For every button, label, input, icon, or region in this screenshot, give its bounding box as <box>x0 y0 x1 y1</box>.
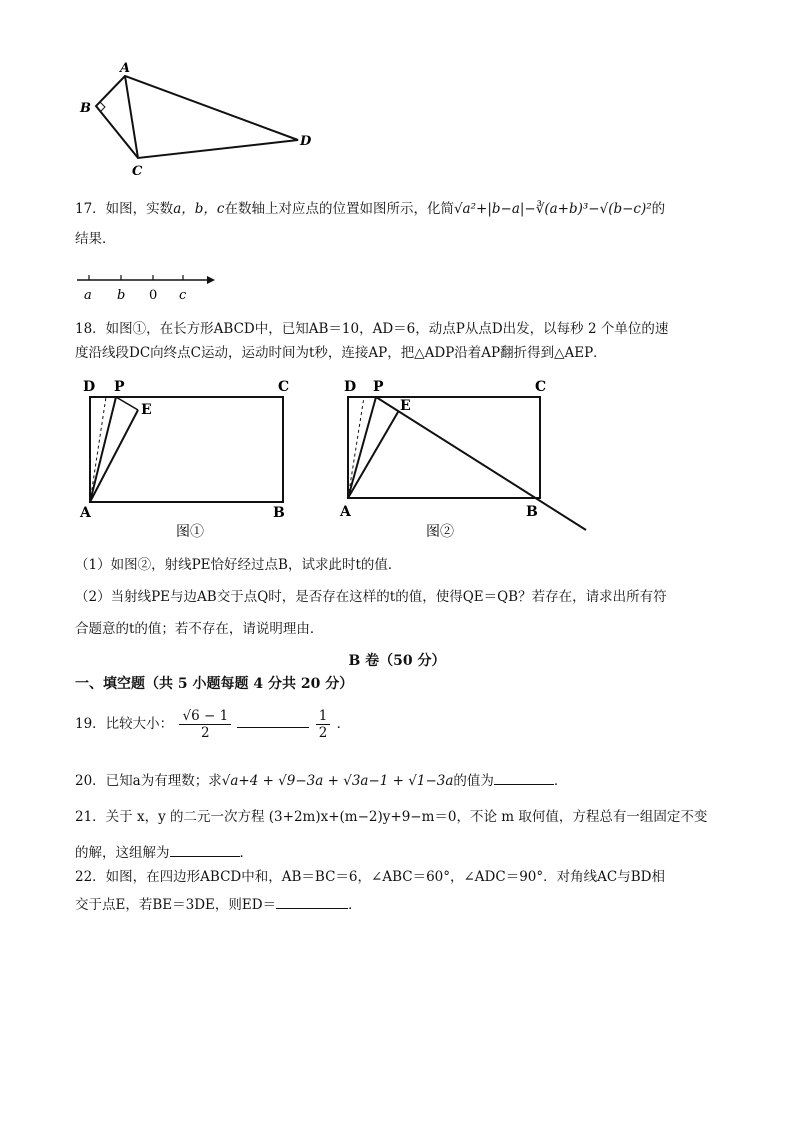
question-18-part2-line1: （2）当射线PE与边AB交于点Q时，是否存在这样的t的值，使得QE＝QB？若存在，请求出所有符 <box>75 589 667 605</box>
fig2-label-P: P <box>373 379 384 395</box>
label-D: D <box>300 134 312 149</box>
q19-answer-blank[interactable] <box>237 713 309 728</box>
q19-fraction-right <box>316 708 331 741</box>
question-21-line2 <box>75 842 253 862</box>
q22-end: ． <box>348 897 362 913</box>
label-A: A <box>120 61 131 76</box>
q17-tail: 的 <box>651 201 666 217</box>
number-line-label-c: c <box>179 288 187 303</box>
fig2-label-E: E <box>400 398 411 414</box>
q17-mid: 在数轴上对应点的位置如图所示，化简 <box>224 201 454 217</box>
number-line-label-0: 0 <box>149 288 158 303</box>
question-17-line2: 结果． <box>75 231 116 247</box>
rectangle-figure-2 <box>338 372 598 547</box>
q19-frac1-denominator: 2 <box>201 725 210 741</box>
q19-fraction-left <box>179 708 231 741</box>
q19-end: ． <box>336 716 351 732</box>
q17-vars: a，b，c <box>173 201 225 217</box>
question-18-line2: 度沿线段DC向终点C运动，运动时间为t秒，连接AP，把△ADP沿着AP翻折得到△AEP． <box>75 345 607 361</box>
question-19 <box>75 706 350 742</box>
fig1-label-A: A <box>80 505 91 521</box>
quadrilateral-abcd-figure <box>70 58 330 183</box>
q19-frac2-numerator: 1 <box>316 708 331 725</box>
q19-prefix: 19．比较大小： <box>75 716 174 732</box>
fig2-label-B: B <box>526 504 538 520</box>
number-line-label-b: b <box>117 288 126 303</box>
label-C: C <box>132 164 143 179</box>
q20-answer-blank[interactable] <box>494 770 554 785</box>
number-line-label-a: a <box>84 288 92 303</box>
fig2-label-D: D <box>344 379 357 395</box>
q17-expression: √a²+|b−a|−∛(a+b)³−√(b−c)² <box>453 201 652 217</box>
question-20 <box>75 770 567 790</box>
fig1-label-C: C <box>278 379 290 395</box>
part-b-title: B 卷（50 分） <box>348 653 446 669</box>
q19-frac2-denominator: 2 <box>318 725 328 741</box>
question-17-line1 <box>75 200 665 218</box>
fig2-label-A: A <box>340 504 351 520</box>
q22-line2-prefix: 交于点E，若BE＝3DE，则ED＝ <box>75 897 277 913</box>
q21-answer-blank[interactable] <box>170 842 240 857</box>
number-line <box>72 266 222 306</box>
question-22-line2 <box>75 894 362 914</box>
rectangle-figure-1 <box>78 372 308 547</box>
q22-answer-blank[interactable] <box>276 894 348 909</box>
q21-line2-prefix: 的解，这组解为 <box>75 845 170 861</box>
question-18-part1: （1）如图②，射线PE恰好经过点B，试求此时t的值． <box>75 557 402 573</box>
fig2-caption: 图② <box>426 524 454 540</box>
q20-prefix: 20．已知a为有理数；求 <box>75 773 222 789</box>
q20-suffix: 的值为 <box>453 773 494 789</box>
question-22-line1: 22．如图，在四边形ABCD中和，AB＝BC＝6，∠ABC＝60°，∠ADC＝90°．对角线AC与BD相 <box>75 869 665 885</box>
q20-expression: √a+4 + √9−3a + √3a−1 + √1−3a <box>221 773 454 789</box>
fig1-caption: 图① <box>176 524 204 540</box>
fig1-label-P: P <box>114 379 125 395</box>
fig1-label-B: B <box>273 505 285 521</box>
fig2-label-C: C <box>535 379 547 395</box>
fig1-label-D: D <box>83 379 96 395</box>
question-18-line1: 18．如图①，在长方形ABCD中，已知AB＝10，AD＝6，动点P从点D出发，以每秒 2 个单位的速 <box>75 321 669 337</box>
q19-frac1-numerator: √6 − 1 <box>179 708 231 725</box>
section-fill-in-title: 一、填空题（共 5 小题每题 4 分共 20 分） <box>75 676 354 692</box>
question-18-part2-line2: 合题意的t的值；若不存在，请说明理由． <box>75 621 324 637</box>
q17-intro: 17．如图，实数 <box>75 201 174 217</box>
q21-end: ． <box>239 845 253 861</box>
q20-end: ． <box>553 773 568 789</box>
question-21-line1: 21．关于 x，y 的二元一次方程 (3+2m)x+(m−2)y+9−m＝0，不论 m 取何值，方程总有一组固定不变 <box>75 809 708 825</box>
fig1-label-E: E <box>141 402 152 418</box>
label-B: B <box>80 101 91 116</box>
